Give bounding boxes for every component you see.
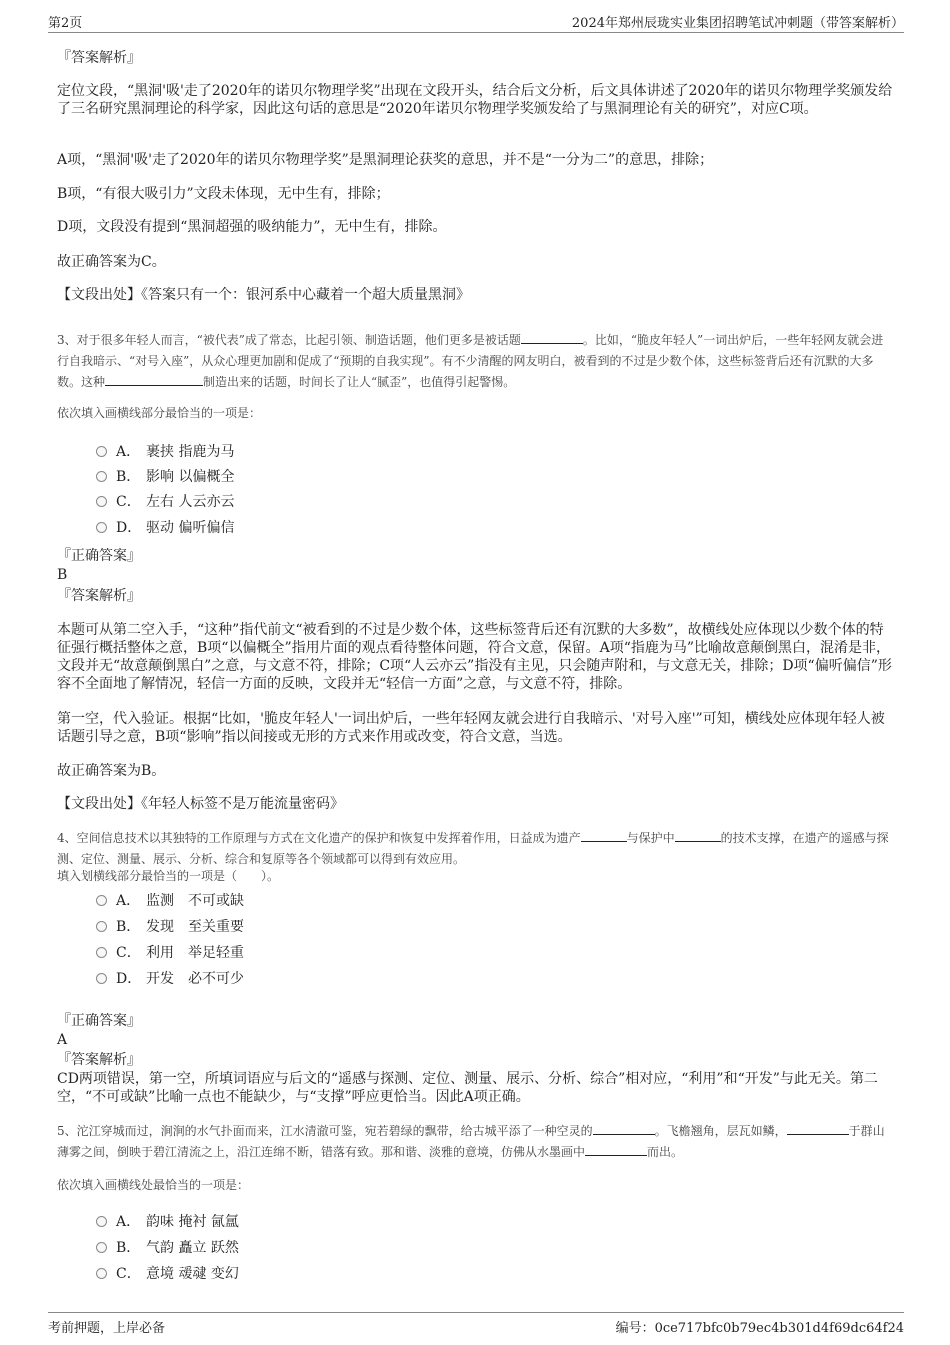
q4-analysis-label: 『答案解析』 bbox=[57, 1052, 141, 1068]
q5-option-b[interactable]: B． 气韵 矗立 跃然 bbox=[96, 1239, 239, 1257]
page-header bbox=[48, 12, 904, 33]
q3-prompt: 依次填入画横线部分最恰当的一项是： bbox=[57, 406, 262, 420]
q3-source: 【文段出处】《年轻人标签不是万能流量密码》 bbox=[57, 796, 344, 812]
blank-line bbox=[585, 1143, 647, 1156]
q4-stem: 4、空间信息技术以其独特的工作原理与方式在文化遗产的保护和恢复中发挥着作用，日益成为遗产 与保护中 的技术支撑，在遗产的遥感与探测、定位、测量、展示、分析、综合和复原等各个领域都可以得到有效应用。 bbox=[57, 831, 889, 866]
footer-slogan: 考前押题，上岸必备 bbox=[48, 1321, 166, 1336]
radio-icon[interactable] bbox=[96, 446, 107, 457]
q4-analysis: CD两项错误，第一空，所填词语应与后文的“遥感与探测、定位、测量、展示、分析、综合”相对应，“利用”和“开发”与此无关。第二空，“不可或缺”比喻一点也不能缺少，与“支撑”呼应更恰当。因此A项正确。 bbox=[57, 1071, 878, 1105]
q5-prompt: 依次填入画横线处最恰当的一项是： bbox=[57, 1178, 250, 1192]
q5-stem: 5、沱江穿城而过，涧涧的水气扑面而来，江水清澈可鉴，宛若碧绿的飘带，给古城平添了一种空灵的 。飞檐翘角，层瓦如鳞， 于群山薄雾之间，倒映于碧江清流之上，沿江连绵不断，错落有致。那和谐、淡雅的意境，仿佛从水墨画中 而出。 bbox=[57, 1124, 885, 1159]
q4-option-b[interactable]: B． 发现 至关重要 bbox=[96, 918, 244, 936]
blank-line bbox=[787, 1122, 849, 1135]
q4-option-a[interactable]: A． 监测 不可或缺 bbox=[96, 892, 244, 910]
q2-analysis-p4: D项，文段没有提到“黑洞超强的吸纳能力”，无中生有，排除。 bbox=[57, 219, 447, 235]
q3-analysis-p1: 本题可从第二空入手，“这种”指代前文“被看到的不过是少数个体，这些标签背后还有沉默的大多数”，故横线处应体现以少数个体的特征强行概括整体之意，B项“以偏概全”指用片面的观点看待整体问题，符合文意，保留。A项“指鹿为马”比喻故意颠倒黑白，混淆是非，文段并无“故意颠倒黑白”之意，与文意不符，排除；C项“人云亦云”指没有主见，只会随声附和，与文意无关，排除；D项“偏听偏信”形容不全面地了解情况，轻信一方面的反映，文段并无“轻信一方面”之意，与文意不符，排除。 bbox=[57, 622, 892, 692]
document-id: 编号：0ce717bfc0b79ec4b301d4f69dc64f24 bbox=[615, 1321, 904, 1336]
q3-option-c[interactable]: C． 左右 人云亦云 bbox=[96, 493, 234, 511]
q4-prompt: 填入划横线部分最恰当的一项是（ ）。 bbox=[57, 869, 280, 883]
q2-analysis-p2: A项，“黑洞'吸'走了2020年的诺贝尔物理学奖”是黑洞理论获奖的意思，并不是“一分为二”的意思，排除； bbox=[57, 152, 714, 168]
q5-option-a[interactable]: A． 韵味 掩衬 氤氲 bbox=[96, 1213, 239, 1231]
q4-option-d[interactable]: D． 开发 必不可少 bbox=[96, 970, 244, 988]
blank-line bbox=[521, 331, 583, 344]
radio-icon[interactable] bbox=[96, 947, 107, 958]
radio-icon[interactable] bbox=[96, 1216, 107, 1227]
q4-answer: A bbox=[57, 1032, 68, 1048]
radio-icon[interactable] bbox=[96, 921, 107, 932]
q5-option-c[interactable]: C． 意境 叆叇 变幻 bbox=[96, 1265, 239, 1283]
radio-icon[interactable] bbox=[96, 471, 107, 482]
page-footer bbox=[48, 1312, 904, 1336]
q2-conclusion: 故正确答案为C。 bbox=[57, 254, 166, 270]
radio-icon[interactable] bbox=[96, 973, 107, 984]
q2-analysis-label: 『答案解析』 bbox=[57, 50, 141, 66]
blank-line bbox=[105, 373, 203, 386]
radio-icon[interactable] bbox=[96, 1242, 107, 1253]
radio-icon[interactable] bbox=[96, 1268, 107, 1279]
q2-analysis-p3: B项，“有很大吸引力”文段未体现，无中生有，排除； bbox=[57, 186, 390, 202]
blank-line bbox=[675, 829, 721, 842]
radio-icon[interactable] bbox=[96, 522, 107, 533]
radio-icon[interactable] bbox=[96, 496, 107, 507]
q3-analysis-p2: 第一空，代入验证。根据“比如，'脆皮年轻人'一词出炉后，一些年轻网友就会进行自我暗示、'对号入座'”可知，横线处应体现年轻人被话题引导之意，B项“影响”指以间接或无形的方式来作用或改变，符合文意，当选。 bbox=[57, 711, 885, 745]
q3-option-a[interactable]: A． 裹挟 指鹿为马 bbox=[96, 443, 234, 461]
q3-answer: B bbox=[57, 567, 68, 583]
q3-stem: 3、对于很多年轻人而言，“被代表”成了常态，比起引领、制造话题，他们更多是被话题 。比如，“脆皮年轻人”一词出炉后，一些年轻网友就会进行自我暗示、“对号入座”，从众心理更加剧和促成了“预期的自我实现”。有不少清醒的网友明白，被看到的不过是少数个体，这些标签背后还有沉默的大多数。这种 制造出来的话题，时间长了让人“腻歪”，也值得引起警惕。 bbox=[57, 333, 884, 389]
blank-line bbox=[581, 829, 627, 842]
q3-conclusion: 故正确答案为B。 bbox=[57, 763, 166, 779]
q3-analysis-label: 『答案解析』 bbox=[57, 588, 141, 604]
document-title: 2024年郑州辰珑实业集团招聘笔试冲刺题（带答案解析） bbox=[571, 16, 904, 31]
radio-icon[interactable] bbox=[96, 895, 107, 906]
q2-source: 【文段出处】《答案只有一个：银河系中心藏着一个超大质量黑洞》 bbox=[57, 287, 470, 303]
blank-line bbox=[593, 1122, 655, 1135]
q4-option-c[interactable]: C． 利用 举足轻重 bbox=[96, 944, 244, 962]
q3-option-b[interactable]: B． 影响 以偏概全 bbox=[96, 468, 234, 486]
q2-analysis-p1: 定位文段，“黑洞'吸'走了2020年的诺贝尔物理学奖”出现在文段开头，结合后文分析，后文具体讲述了2020年的诺贝尔物理学奖颁发给了三名研究黑洞理论的科学家，因此这句话的意思是“2020年诺贝尔物理学奖颁发给了与黑洞理论有关的研究”，对应C项。 bbox=[57, 83, 893, 117]
page-number: 第2页 bbox=[48, 16, 83, 31]
q4-answer-label: 『正确答案』 bbox=[57, 1013, 141, 1029]
q3-option-d[interactable]: D． 驱动 偏听偏信 bbox=[96, 519, 234, 537]
q3-answer-label: 『正确答案』 bbox=[57, 548, 141, 564]
